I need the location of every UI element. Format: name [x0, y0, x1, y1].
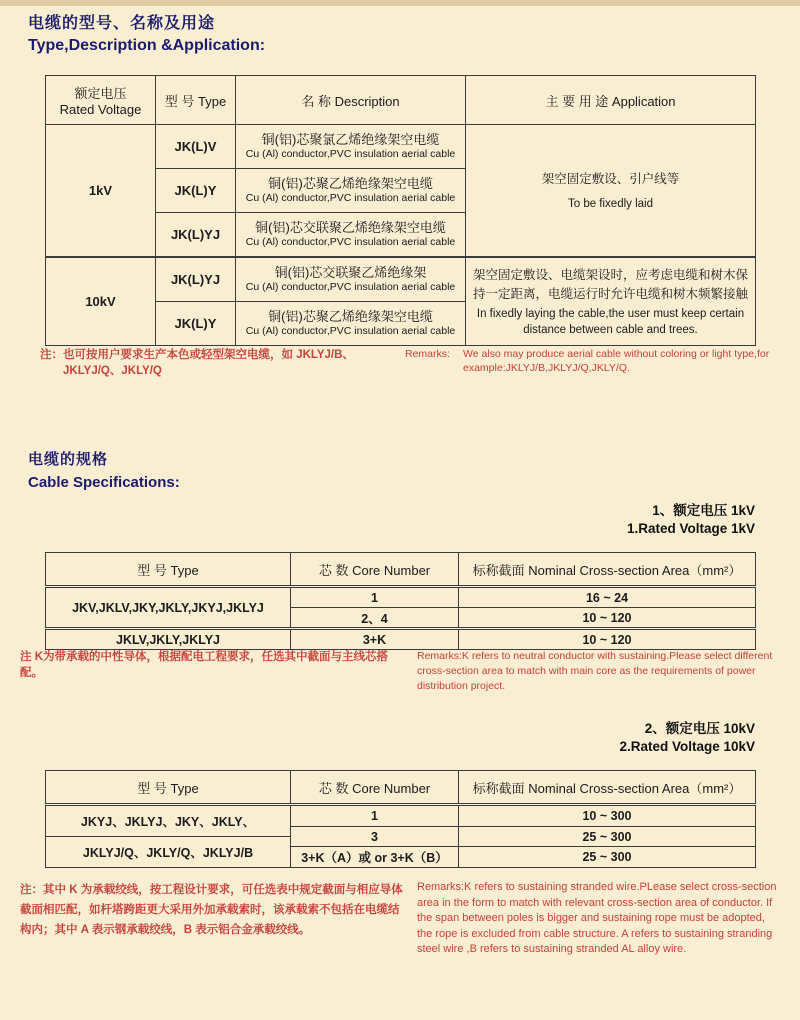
- header-rated-voltage: [46, 76, 156, 125]
- voltage-10kv: 10kV: [46, 257, 156, 346]
- note-zh-line1: 也可按用户要求生产本色或轻型架空电缆，如 JKLYJ/B、: [63, 349, 354, 361]
- header-core-number: 芯 数 Core Number: [291, 771, 459, 805]
- spec2-type-line1: JKYJ、JKLYJ、JKY、JKLY、: [80, 815, 256, 829]
- description-cell: [236, 302, 466, 346]
- page-top-edge: [0, 0, 800, 6]
- subheading-10kv-en: 2.Rated Voltage 10kV: [619, 739, 755, 754]
- table-row: [46, 805, 756, 827]
- type-code: JK(L)V: [156, 125, 236, 169]
- type-code: JK(L)YJ: [156, 257, 236, 302]
- table1-header-row: [46, 76, 756, 125]
- application-zh: 架空固定敷设、电缆架设时，应考虑电缆和树木保持一定距离，电缆运行时允许电缆和树木频繁接触: [473, 267, 749, 301]
- note-zh: 注：其中 K 为承载绞线，按工程设计要求，可任选表中规定截面与相应导体截面相匹配，如杆塔跨距更大采用外加承载索时，该承载索不包括在电缆结构内；其中 A 表示钢承载绞线，B 表示铝合金承载绞线。: [20, 884, 403, 936]
- description-zh: 铜(铝)芯聚氯乙烯绝缘架空电缆: [261, 132, 440, 147]
- core-number: 3: [291, 826, 459, 847]
- header-core-number: 芯 数 Core Number: [291, 553, 459, 587]
- header-rated-voltage-en: Rated Voltage: [59, 102, 142, 117]
- description-en: Cu (Al) conductor,PVC insulation aerial cable: [245, 325, 456, 337]
- note-zh: [40, 347, 392, 379]
- description-cell: [236, 125, 466, 169]
- table1-note: [40, 347, 790, 379]
- section1-title: [28, 10, 265, 55]
- header-cross-section: 标称截面 Nominal Cross-section Area（mm²）: [459, 771, 756, 805]
- application-en: To be fixedly laid: [567, 197, 654, 210]
- core-number: 3+K（A）或 or 3+K（B）: [291, 847, 459, 868]
- section1-title-en: Type,Description &Application:: [28, 37, 266, 54]
- description-en: Cu (Al) conductor,PVC insulation aerial cable: [245, 192, 456, 204]
- cross-section: 10 ~ 300: [459, 805, 756, 827]
- note-label-en: Remarks:: [405, 348, 450, 360]
- spec1-header-row: [46, 553, 756, 587]
- type-code: JK(L)Y: [156, 169, 236, 213]
- note-zh: 注 K为带承载的中性导体，根据配电工程要求，任选其中截面与主线芯搭配。: [20, 651, 388, 679]
- header-cross-section: 标称截面 Nominal Cross-section Area（mm²）: [459, 553, 756, 587]
- description-en: Cu (Al) conductor,PVC insulation aerial cable: [245, 236, 456, 248]
- header-type: 型 号 Type: [46, 771, 291, 805]
- note-en: Remarks:K refers to neutral conductor with sustaining.Please select different cross-section area to match with main core as the requirements of power distribution project.: [417, 650, 773, 692]
- description-cell: [236, 257, 466, 302]
- note-label-zh: 注：: [40, 349, 63, 361]
- spec-table-10kv: [45, 770, 756, 868]
- application-en: In fixedly laying the cable,the user must keep certain distance between cable and trees.: [476, 307, 745, 336]
- cross-section: 25 ~ 300: [459, 826, 756, 847]
- note-zh-line2: JKLYJ/Q、JKLY/Q: [63, 365, 162, 377]
- spec2-type-wrap: [46, 806, 290, 867]
- section2-title-zh: 电缆的规格: [28, 451, 109, 468]
- cross-section: 25 ~ 300: [459, 847, 756, 868]
- description-en: Cu (Al) conductor,PVC insulation aerial cable: [245, 281, 456, 293]
- subheading-1kv-zh: 1、额定电压 1kV: [652, 503, 755, 518]
- description-zh: 铜(铝)芯交联聚乙烯绝缘架: [274, 265, 427, 280]
- section1-title-zh: 电缆的型号、名称及用途: [28, 15, 216, 32]
- core-number: 3+K: [291, 629, 459, 650]
- spec2-header-row: [46, 771, 756, 805]
- cross-section: 10 ~ 120: [459, 629, 756, 650]
- description-en: Cu (Al) conductor,PVC insulation aerial cable: [245, 148, 456, 160]
- header-type: 型 号 Type: [156, 76, 236, 125]
- header-application: 主 要 用 途 Application: [466, 76, 756, 125]
- note-zh-text: [63, 347, 392, 379]
- voltage-1kv: 1kV: [46, 125, 156, 258]
- header-type: 型 号 Type: [46, 553, 291, 587]
- subheading-1kv: [400, 502, 755, 538]
- section2-title: [28, 448, 180, 491]
- spec1-type-group1: JKV,JKLV,JKY,JKLY,JKYJ,JKLYJ: [46, 587, 291, 629]
- spec1-note: [20, 649, 790, 694]
- subheading-10kv-zh: 2、额定电压 10kV: [644, 721, 755, 736]
- cross-section: 10 ~ 120: [459, 608, 756, 629]
- cross-section: 16 ~ 24: [459, 587, 756, 608]
- description-zh: 铜(铝)芯交联聚乙烯绝缘架空电缆: [255, 220, 446, 235]
- core-number: 1: [291, 805, 459, 827]
- description-cell: [236, 169, 466, 213]
- spec2-type-line2: JKLYJ/Q、JKLY/Q、JKLYJ/B: [46, 836, 290, 867]
- note-en: [405, 347, 790, 379]
- core-number: 2、4: [291, 608, 459, 629]
- note-en-text: We also may produce aerial cable without coloring or light type,for example:JKLYJ/B,JKLYJ/Q,JKLY/Q.: [463, 348, 770, 374]
- section2-title-en: Cable Specifications:: [28, 474, 180, 491]
- description-zh: 铜(铝)芯聚乙烯绝缘架空电缆: [268, 176, 433, 191]
- spec2-type-cell: [46, 805, 291, 868]
- header-rated-voltage-zh: 额定电压: [74, 86, 127, 101]
- subheading-10kv: [400, 720, 755, 756]
- spec-table-1kv: [45, 552, 756, 650]
- spec1-type-group2: JKLV,JKLY,JKLYJ: [46, 629, 291, 650]
- application-1kv: [466, 125, 756, 258]
- core-number: 1: [291, 587, 459, 608]
- header-description: 名 称 Description: [236, 76, 466, 125]
- application-10kv: [466, 257, 756, 346]
- table-row: [46, 587, 756, 608]
- spec2-note: [20, 880, 790, 958]
- type-code: JK(L)Y: [156, 302, 236, 346]
- type-code: JK(L)YJ: [156, 213, 236, 258]
- table-row: [46, 629, 756, 650]
- description-cell: [236, 213, 466, 258]
- table-row: [46, 257, 756, 302]
- table-row: [46, 125, 756, 169]
- type-description-application-table: [45, 75, 756, 346]
- note-en: Remarks:K refers to sustaining stranded wire.PLease select cross-section area in the form to match with relevant cross-section area of conductor. If the span between poles is bigger and sustaining rope must be adopted, the rope is excluded from cable structure. A refers to sustaining stranding steel wire ,B refers to sustaining stranded AL alloy wire.: [417, 881, 777, 955]
- application-zh: 架空固定敷设、引户线等: [541, 171, 680, 186]
- subheading-1kv-en: 1.Rated Voltage 1kV: [626, 521, 755, 536]
- description-zh: 铜(铝)芯聚乙烯绝缘架空电缆: [268, 309, 433, 324]
